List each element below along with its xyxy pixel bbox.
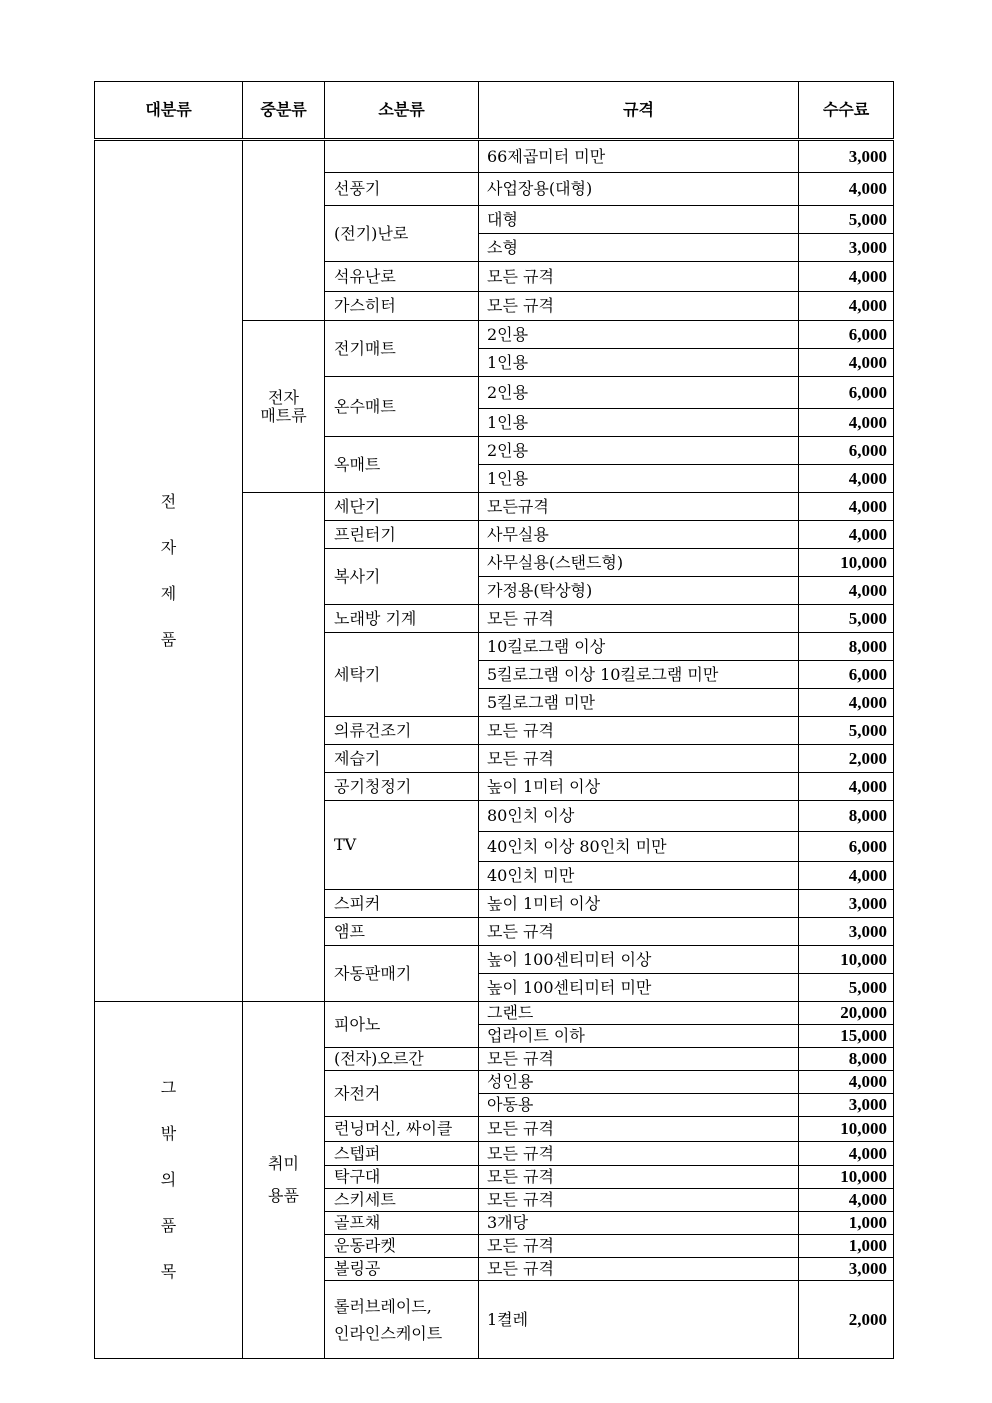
major-char: 제 xyxy=(160,584,177,603)
fee-cell: 10,000 xyxy=(799,549,894,577)
minor-cell: 런닝머신, 싸이클 xyxy=(325,1117,479,1142)
fee-cell: 10,000 xyxy=(799,1166,894,1189)
minor-cell: 자전거 xyxy=(325,1071,479,1117)
fee-table xyxy=(94,81,894,1359)
spec-cell: 10킬로그램 이상 xyxy=(479,633,799,661)
fee-cell: 4,000 xyxy=(799,773,894,801)
minor-cell: 노래방 기계 xyxy=(325,605,479,633)
middle-text: 전자 xyxy=(268,387,299,407)
minor-cell: 앰프 xyxy=(325,918,479,946)
spec-cell: 모든 규격 xyxy=(479,605,799,633)
fee-cell: 2,000 xyxy=(799,745,894,773)
spec-cell: 높이 1미터 이상 xyxy=(479,773,799,801)
fee-cell: 4,000 xyxy=(799,577,894,605)
fee-cell: 6,000 xyxy=(799,832,894,862)
fee-cell: 2,000 xyxy=(799,1281,894,1359)
minor-cell: (전자)오르간 xyxy=(325,1048,479,1071)
fee-cell: 8,000 xyxy=(799,1048,894,1071)
spec-cell: 모든 규격 xyxy=(479,292,799,321)
header-major: 대분류 xyxy=(95,82,243,140)
spec-cell: 40인치 미만 xyxy=(479,862,799,890)
fee-cell: 3,000 xyxy=(799,1094,894,1117)
spec-cell: 1켤레 xyxy=(479,1281,799,1359)
fee-cell: 4,000 xyxy=(799,689,894,717)
spec-cell: 높이 1미터 이상 xyxy=(479,890,799,918)
spec-cell: 사업장용(대형) xyxy=(479,173,799,206)
header-spec: 규격 xyxy=(479,82,799,140)
fee-cell: 15,000 xyxy=(799,1025,894,1048)
minor-cell: 골프채 xyxy=(325,1212,479,1235)
spec-cell: 높이 100센티미터 미만 xyxy=(479,974,799,1002)
fee-cell: 4,000 xyxy=(799,862,894,890)
fee-cell: 6,000 xyxy=(799,437,894,465)
spec-cell: 모든 규격 xyxy=(479,918,799,946)
minor-cell: 피아노 xyxy=(325,1002,479,1048)
fee-cell: 8,000 xyxy=(799,633,894,661)
header-row xyxy=(95,82,894,140)
fee-cell: 6,000 xyxy=(799,321,894,349)
fee-cell: 8,000 xyxy=(799,801,894,832)
major-char: 밖 xyxy=(160,1124,177,1143)
spec-cell: 모든 규격 xyxy=(479,1117,799,1142)
minor-cell: 스피커 xyxy=(325,890,479,918)
minor-cell xyxy=(325,140,479,173)
minor-cell: 옥매트 xyxy=(325,437,479,493)
major-char: 품 xyxy=(160,1216,177,1235)
header-middle: 중분류 xyxy=(243,82,325,140)
minor-line: 인라인스케이트 xyxy=(334,1323,443,1343)
minor-cell: 온수매트 xyxy=(325,377,479,437)
header-minor: 소분류 xyxy=(325,82,479,140)
minor-cell: 스텝퍼 xyxy=(325,1142,479,1166)
middle-blank xyxy=(243,140,325,321)
spec-cell: 1인용 xyxy=(479,409,799,437)
fee-cell: 3,000 xyxy=(799,140,894,173)
minor-line: 롤러브레이드, xyxy=(334,1296,432,1316)
minor-cell: (전기)난로 xyxy=(325,206,479,262)
fee-cell: 4,000 xyxy=(799,1142,894,1166)
header-fee: 수수료 xyxy=(799,82,894,140)
spec-cell: 모든 규격 xyxy=(479,717,799,745)
fee-cell: 4,000 xyxy=(799,1189,894,1212)
minor-cell: 복사기 xyxy=(325,549,479,605)
spec-cell: 모든 규격 xyxy=(479,1235,799,1258)
table-row xyxy=(95,1002,894,1025)
spec-cell: 소형 xyxy=(479,234,799,262)
spec-cell: 그랜드 xyxy=(479,1002,799,1025)
fee-cell: 1,000 xyxy=(799,1212,894,1235)
minor-cell: 세단기 xyxy=(325,493,479,521)
fee-cell: 5,000 xyxy=(799,605,894,633)
spec-cell: 40인치 이상 80인치 미만 xyxy=(479,832,799,862)
spec-cell: 아동용 xyxy=(479,1094,799,1117)
minor-cell: 석유난로 xyxy=(325,262,479,292)
fee-cell: 4,000 xyxy=(799,1071,894,1094)
fee-cell: 5,000 xyxy=(799,206,894,234)
fee-cell: 4,000 xyxy=(799,292,894,321)
fee-cell: 4,000 xyxy=(799,349,894,377)
spec-cell: 사무실용(스탠드형) xyxy=(479,549,799,577)
spec-cell: 대형 xyxy=(479,206,799,234)
fee-cell: 3,000 xyxy=(799,234,894,262)
fee-cell: 5,000 xyxy=(799,974,894,1002)
spec-cell: 5킬로그램 미만 xyxy=(479,689,799,717)
fee-cell: 4,000 xyxy=(799,262,894,292)
fee-cell: 3,000 xyxy=(799,1258,894,1281)
major-char: 전 xyxy=(160,492,177,511)
spec-cell: 모든 규격 xyxy=(479,1166,799,1189)
minor-cell: 자동판매기 xyxy=(325,946,479,1002)
spec-cell: 1인용 xyxy=(479,465,799,493)
fee-cell: 3,000 xyxy=(799,890,894,918)
spec-cell: 80인치 이상 xyxy=(479,801,799,832)
spec-cell: 2인용 xyxy=(479,377,799,409)
spec-cell: 1인용 xyxy=(479,349,799,377)
minor-cell: 의류건조기 xyxy=(325,717,479,745)
minor-cell: 세탁기 xyxy=(325,633,479,717)
spec-cell: 가정용(탁상형) xyxy=(479,577,799,605)
fee-cell: 10,000 xyxy=(799,946,894,974)
spec-cell: 2인용 xyxy=(479,321,799,349)
middle-hobby xyxy=(243,1002,325,1359)
fee-cell: 6,000 xyxy=(799,661,894,689)
middle-text: 용품 xyxy=(268,1186,299,1205)
major-char: 목 xyxy=(160,1262,177,1281)
spec-cell: 모든 규격 xyxy=(479,1258,799,1281)
spec-cell: 모든 규격 xyxy=(479,262,799,292)
minor-cell: 가스히터 xyxy=(325,292,479,321)
fee-cell: 1,000 xyxy=(799,1235,894,1258)
major-char: 품 xyxy=(160,630,177,649)
spec-cell: 5킬로그램 이상 10킬로그램 미만 xyxy=(479,661,799,689)
spec-cell: 높이 100센티미터 이상 xyxy=(479,946,799,974)
fee-cell: 4,000 xyxy=(799,409,894,437)
spec-cell: 모든 규격 xyxy=(479,1048,799,1071)
spec-cell: 3개당 xyxy=(479,1212,799,1235)
minor-cell: 프린터기 xyxy=(325,521,479,549)
middle-text: 매트류 xyxy=(260,405,307,425)
minor-cell: 탁구대 xyxy=(325,1166,479,1189)
fee-cell: 3,000 xyxy=(799,918,894,946)
minor-cell: 운동라켓 xyxy=(325,1235,479,1258)
middle-mats xyxy=(243,321,325,493)
major-char: 그 xyxy=(160,1078,177,1097)
spec-cell: 2인용 xyxy=(479,437,799,465)
minor-cell xyxy=(325,1281,479,1359)
major-electronics xyxy=(95,140,243,1002)
major-char: 자 xyxy=(160,538,177,557)
spec-cell: 성인용 xyxy=(479,1071,799,1094)
minor-cell: 스키세트 xyxy=(325,1189,479,1212)
fee-cell: 20,000 xyxy=(799,1002,894,1025)
spec-cell: 모든 규격 xyxy=(479,1142,799,1166)
fee-cell: 4,000 xyxy=(799,173,894,206)
minor-cell: 선풍기 xyxy=(325,173,479,206)
fee-cell: 6,000 xyxy=(799,377,894,409)
spec-cell: 모든 규격 xyxy=(479,745,799,773)
major-char: 의 xyxy=(160,1170,177,1189)
middle-blank xyxy=(243,493,325,1002)
minor-cell: 전기매트 xyxy=(325,321,479,377)
spec-cell: 업라이트 이하 xyxy=(479,1025,799,1048)
fee-cell: 5,000 xyxy=(799,717,894,745)
minor-cell: 볼링공 xyxy=(325,1258,479,1281)
minor-cell: TV xyxy=(325,801,479,890)
minor-cell: 공기청정기 xyxy=(325,773,479,801)
fee-cell: 4,000 xyxy=(799,465,894,493)
table-row xyxy=(95,140,894,173)
middle-text: 취미 xyxy=(268,1154,299,1173)
spec-cell: 모든규격 xyxy=(479,493,799,521)
major-others xyxy=(95,1002,243,1359)
fee-cell: 4,000 xyxy=(799,493,894,521)
spec-cell: 66제곱미터 미만 xyxy=(479,140,799,173)
fee-cell: 10,000 xyxy=(799,1117,894,1142)
spec-cell: 모든 규격 xyxy=(479,1189,799,1212)
minor-cell: 제습기 xyxy=(325,745,479,773)
fee-cell: 4,000 xyxy=(799,521,894,549)
spec-cell: 사무실용 xyxy=(479,521,799,549)
